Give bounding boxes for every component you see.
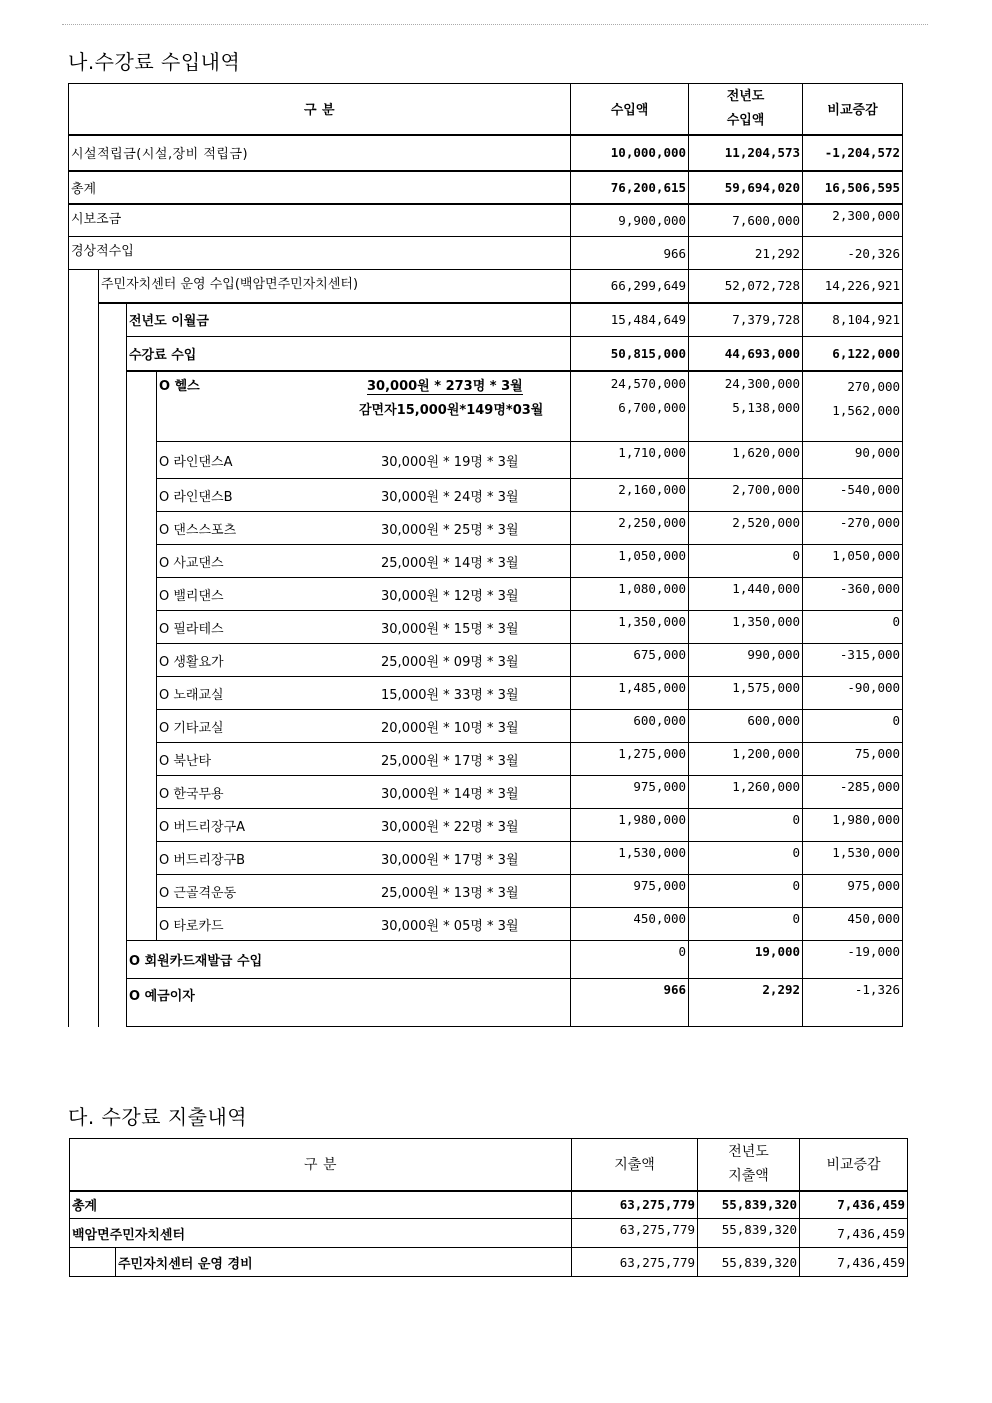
item-name: O 필라테스 — [159, 621, 224, 637]
row-diff: 14,226,921 — [803, 270, 903, 303]
row-label: 백암면주민자치센터 — [70, 1219, 572, 1248]
indent-cell — [70, 1248, 116, 1277]
item-diff: -270,000 — [803, 512, 903, 545]
table-row — [69, 875, 903, 908]
item-formula: 30,000원 * 22명 * 3월 — [381, 819, 519, 835]
item-income: 1,080,000 — [571, 578, 689, 611]
item-prev: 0 — [689, 545, 803, 578]
row-label: 시설적립금(시설,장비 적립금) — [69, 135, 571, 171]
table-row — [69, 337, 903, 371]
item-income: 1,050,000 — [571, 545, 689, 578]
row-diff: 6,122,000 — [803, 337, 903, 371]
row-prev: 7,600,000 — [689, 204, 803, 237]
health-diff — [803, 371, 903, 442]
item-prev: 600,000 — [689, 710, 803, 743]
item-formula: 30,000원 * 14명 * 3월 — [381, 786, 519, 802]
item-formula: 25,000원 * 09명 * 3월 — [381, 654, 519, 670]
indent-cell — [69, 270, 99, 1027]
table-row — [69, 809, 903, 842]
table-row — [69, 908, 903, 941]
health-income2: 6,700,000 — [618, 399, 687, 415]
item-income: 975,000 — [571, 875, 689, 908]
table-row — [69, 677, 903, 710]
header-prev-line2: 지출액 — [728, 1168, 769, 1185]
item-income: 1,350,000 — [571, 611, 689, 644]
item-prev: 2,520,000 — [689, 512, 803, 545]
item-income: 975,000 — [571, 776, 689, 809]
item-diff: 0 — [803, 710, 903, 743]
row-income: 66,299,649 — [571, 270, 689, 303]
row-diff: -1,204,572 — [803, 135, 903, 171]
income-section-title: 나.수강료 수입내역 — [68, 50, 241, 74]
item-name: O 라인댄스B — [159, 489, 233, 505]
item-formula: 25,000원 * 14명 * 3월 — [381, 555, 519, 571]
item-name: O 근골격운동 — [159, 885, 237, 901]
item-name: O 노래교실 — [159, 687, 224, 703]
row-label: 주민자치센터 운영 경비 — [116, 1248, 572, 1277]
row-prev: 55,839,320 — [698, 1248, 800, 1277]
item-name: O 댄스스포츠 — [159, 522, 237, 538]
table-row — [69, 743, 903, 776]
row-label: 경상적수입 — [69, 237, 571, 270]
item-prev: 2,700,000 — [689, 479, 803, 512]
expense-section-title: 다. 수강료 지출내역 — [68, 1105, 248, 1129]
item-diff: 0 — [803, 611, 903, 644]
row-diff: 2,300,000 — [803, 204, 903, 237]
row-income: 966 — [571, 237, 689, 270]
item-name: O 사교댄스 — [159, 555, 224, 571]
table-row — [70, 1248, 908, 1277]
row-label: 주민자치센터 운영 수입(백암면주민자치센터) — [99, 270, 571, 303]
table-row-card — [69, 941, 903, 979]
interest-prev: 2,292 — [689, 979, 803, 1027]
item-name: O 기타교실 — [159, 720, 224, 736]
item-income: 2,160,000 — [571, 479, 689, 512]
row-diff: 8,104,921 — [803, 303, 903, 337]
header-diff: 비교증감 — [803, 84, 903, 135]
item-prev: 1,575,000 — [689, 677, 803, 710]
item-diff: 450,000 — [803, 908, 903, 941]
item-income: 1,980,000 — [571, 809, 689, 842]
item-prev: 1,350,000 — [689, 611, 803, 644]
item-name: O 버드리장구A — [159, 819, 246, 835]
item-prev: 0 — [689, 809, 803, 842]
row-diff: -20,326 — [803, 237, 903, 270]
row-expense: 63,275,779 — [572, 1248, 698, 1277]
item-formula: 25,000원 * 17명 * 3월 — [381, 753, 519, 769]
table-row — [69, 644, 903, 677]
row-label: 총계 — [69, 171, 571, 204]
health-income1: 24,570,000 — [610, 375, 687, 391]
item-formula: 30,000원 * 19명 * 3월 — [381, 454, 519, 470]
item-name: O 라인댄스A — [159, 454, 233, 470]
row-income: 76,200,615 — [571, 171, 689, 204]
item-income: 600,000 — [571, 710, 689, 743]
row-diff: 7,436,459 — [800, 1191, 908, 1219]
row-prev: 55,839,320 — [698, 1219, 800, 1248]
card-diff: -19,000 — [803, 941, 903, 979]
row-prev: 21,292 — [689, 237, 803, 270]
item-diff: 1,530,000 — [803, 842, 903, 875]
item-formula: 30,000원 * 15명 * 3월 — [381, 621, 519, 637]
item-diff: -90,000 — [803, 677, 903, 710]
item-formula: 30,000원 * 05명 * 3월 — [381, 918, 519, 934]
header-prev — [689, 84, 803, 135]
row-label: 시보조금 — [69, 204, 571, 237]
health-prev — [689, 371, 803, 442]
table-row — [70, 1191, 908, 1219]
row-label: 총계 — [70, 1191, 572, 1219]
row-prev: 55,839,320 — [698, 1191, 800, 1219]
row-prev: 11,204,573 — [689, 135, 803, 171]
table-row — [69, 512, 903, 545]
item-income: 2,250,000 — [571, 512, 689, 545]
item-formula: 30,000원 * 17명 * 3월 — [381, 852, 519, 868]
header-prev-line1: 전년도 — [726, 88, 765, 104]
table-row — [69, 479, 903, 512]
item-diff: -315,000 — [803, 644, 903, 677]
item-prev: 0 — [689, 908, 803, 941]
table-row — [69, 842, 903, 875]
item-income: 1,710,000 — [571, 442, 689, 479]
table-row — [69, 776, 903, 809]
item-formula: 25,000원 * 13명 * 3월 — [381, 885, 519, 901]
table-row — [69, 578, 903, 611]
row-expense: 63,275,779 — [572, 1219, 698, 1248]
table-row-interest — [69, 979, 903, 1027]
interest-income: 966 — [571, 979, 689, 1027]
item-formula: 15,000원 * 33명 * 3월 — [381, 687, 519, 703]
interest-label: O 예금이자 — [127, 979, 571, 1027]
item-name: O 밸리댄스 — [159, 588, 224, 604]
header-prev-line1: 전년도 — [728, 1144, 769, 1161]
item-income: 1,275,000 — [571, 743, 689, 776]
item-diff: -540,000 — [803, 479, 903, 512]
row-income: 50,815,000 — [571, 337, 689, 371]
item-name: O 생활요가 — [159, 654, 224, 670]
table-row — [69, 135, 903, 171]
card-income: 0 — [571, 941, 689, 979]
table-row — [69, 237, 903, 270]
table-row — [69, 171, 903, 204]
health-prev2: 5,138,000 — [732, 399, 801, 415]
health-cell — [157, 371, 571, 442]
row-income: 10,000,000 — [571, 135, 689, 171]
header-prev-line2: 수입액 — [726, 112, 765, 128]
row-prev: 7,379,728 — [689, 303, 803, 337]
item-formula: 30,000원 * 25명 * 3월 — [381, 522, 519, 538]
item-diff: -285,000 — [803, 776, 903, 809]
item-income: 450,000 — [571, 908, 689, 941]
row-income: 15,484,649 — [571, 303, 689, 337]
item-income: 1,485,000 — [571, 677, 689, 710]
row-diff: 16,506,595 — [803, 171, 903, 204]
item-name: O 타로카드 — [159, 918, 224, 934]
item-diff: 975,000 — [803, 875, 903, 908]
row-diff: 7,436,459 — [800, 1248, 908, 1277]
income-table — [68, 83, 903, 1027]
item-diff: 90,000 — [803, 442, 903, 479]
health-label: O 헬스 — [159, 378, 200, 394]
table-row — [69, 204, 903, 237]
item-formula: 20,000원 * 10명 * 3월 — [381, 720, 519, 736]
row-prev: 44,693,000 — [689, 337, 803, 371]
item-name: O 버드리장구B — [159, 852, 246, 868]
header-prev — [698, 1139, 800, 1191]
health-line1 — [159, 375, 568, 395]
item-diff: 1,050,000 — [803, 545, 903, 578]
table-row — [69, 270, 903, 303]
row-prev: 59,694,020 — [689, 171, 803, 204]
expense-header-row — [70, 1139, 908, 1191]
item-formula: 30,000원 * 12명 * 3월 — [381, 588, 519, 604]
indent-cell — [99, 303, 127, 1027]
income-header-row — [69, 84, 903, 135]
table-row — [69, 611, 903, 644]
row-diff: 7,436,459 — [800, 1219, 908, 1248]
table-row — [69, 710, 903, 743]
table-row — [69, 442, 903, 479]
row-prev: 52,072,728 — [689, 270, 803, 303]
item-formula: 30,000원 * 24명 * 3월 — [381, 489, 519, 505]
item-name: O 한국무용 — [159, 786, 224, 802]
table-row-health — [69, 371, 903, 442]
item-name: O 북난타 — [159, 753, 212, 769]
interest-diff: -1,326 — [803, 979, 903, 1027]
header-diff: 비교증감 — [800, 1139, 908, 1191]
row-expense: 63,275,779 — [572, 1191, 698, 1219]
health-formula1: 30,000원 * 273명 * 3월 — [367, 375, 523, 395]
table-row — [69, 545, 903, 578]
header-income: 수입액 — [571, 84, 689, 135]
item-diff: 1,980,000 — [803, 809, 903, 842]
header-category: 구 분 — [70, 1139, 572, 1191]
health-income — [571, 371, 689, 442]
item-prev: 0 — [689, 842, 803, 875]
health-diff2: 1,562,000 — [832, 402, 901, 418]
table-row — [69, 303, 903, 337]
table-row — [70, 1219, 908, 1248]
item-prev: 1,440,000 — [689, 578, 803, 611]
card-label: O 회원카드재발급 수입 — [127, 941, 571, 979]
item-prev: 1,620,000 — [689, 442, 803, 479]
row-income: 9,900,000 — [571, 204, 689, 237]
card-prev: 19,000 — [689, 941, 803, 979]
expense-table — [69, 1138, 908, 1277]
item-income: 1,530,000 — [571, 842, 689, 875]
row-label: 수강료 수입 — [127, 337, 571, 371]
item-prev: 0 — [689, 875, 803, 908]
item-diff: 75,000 — [803, 743, 903, 776]
indent-cell — [127, 371, 157, 941]
item-prev: 990,000 — [689, 644, 803, 677]
health-diff1: 270,000 — [847, 378, 901, 394]
row-label: 전년도 이월금 — [127, 303, 571, 337]
item-prev: 1,200,000 — [689, 743, 803, 776]
health-formula2: 감면자15,000원*149명*03월 — [359, 402, 544, 418]
health-prev1: 24,300,000 — [724, 375, 801, 391]
top-divider — [62, 24, 928, 25]
item-income: 675,000 — [571, 644, 689, 677]
item-prev: 1,260,000 — [689, 776, 803, 809]
header-category: 구 분 — [69, 84, 571, 135]
item-diff: -360,000 — [803, 578, 903, 611]
header-expense: 지출액 — [572, 1139, 698, 1191]
